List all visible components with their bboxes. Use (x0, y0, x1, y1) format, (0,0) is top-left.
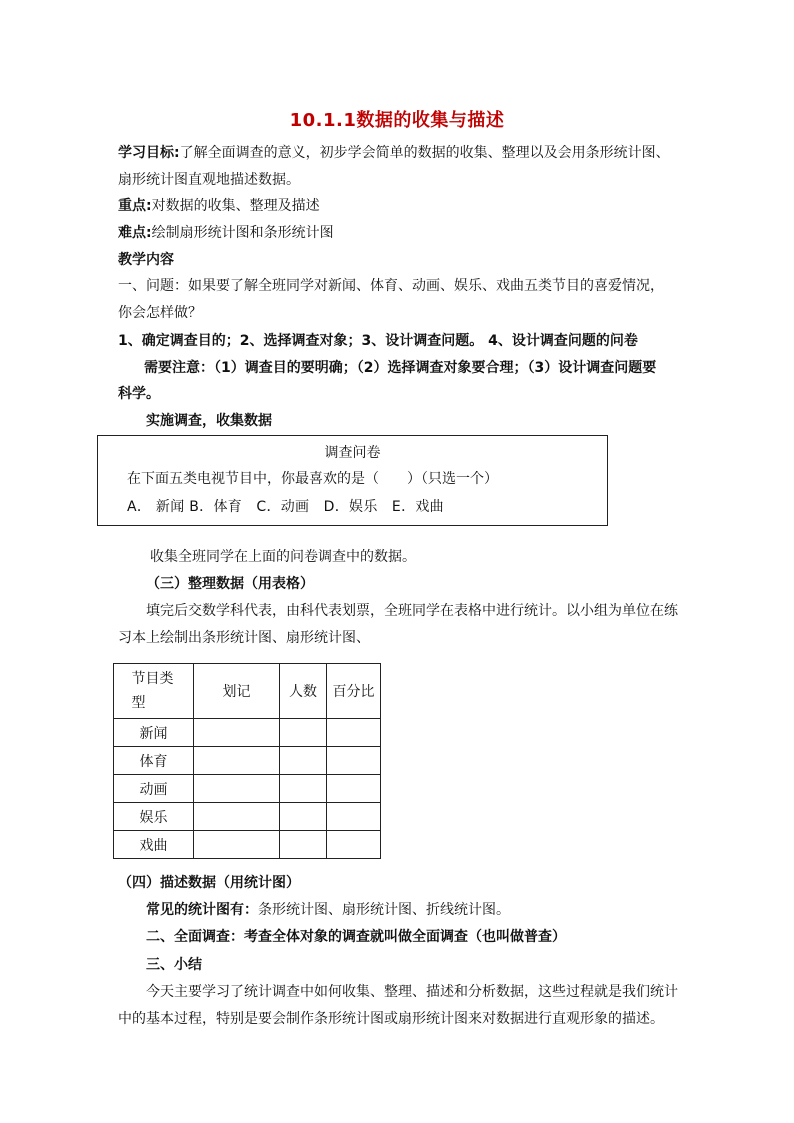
row-label: 娱乐 (114, 803, 194, 831)
organize-line-2: 习本上绘制出条形统计图、扇形统计图、 (118, 630, 370, 646)
tally-cell[interactable] (194, 803, 280, 831)
key-point-line (118, 196, 320, 216)
objectives-label: 学习目标: (118, 145, 180, 161)
table-row (114, 719, 381, 747)
objectives-text-1: 了解全面调查的意义，初步学会简单的数据的收集、整理以及会用条形统计图、 (179, 145, 670, 161)
tally-cell[interactable] (194, 831, 280, 859)
common-charts-label: 常见的统计图有： (146, 902, 258, 918)
percent-cell[interactable] (327, 831, 381, 859)
header-type (114, 664, 194, 719)
content-heading: 教学内容 (118, 252, 174, 268)
percent-cell[interactable] (327, 775, 381, 803)
common-charts-text: 条形统计图、扇形统计图、折线统计图。 (258, 902, 510, 918)
organize-line-1: 填完后交数学科代表，由科代表划票，全班同学在表格中进行统计。以小组为单位在练 (146, 603, 678, 619)
count-cell[interactable] (280, 775, 327, 803)
count-cell[interactable] (280, 719, 327, 747)
organize-heading: （三）整理数据（用表格） (146, 576, 314, 592)
tally-cell[interactable] (194, 775, 280, 803)
objectives-line-2: 扇形统计图直观地描述数据。 (118, 172, 300, 188)
key-point-label: 重点: (118, 198, 152, 214)
percent-cell[interactable] (327, 803, 381, 831)
difficulty-label: 难点: (118, 225, 152, 241)
notes-line-2: 科学。 (118, 386, 160, 402)
tally-cell[interactable] (194, 747, 280, 775)
summary-line-2: 中的基本过程，特别是要会制作条形统计图或扇形统计图来对数据进行直观形象的描述。 (118, 1011, 664, 1027)
summary-heading: 三、小结 (146, 957, 202, 973)
table-row (114, 831, 381, 859)
row-label: 新闻 (114, 719, 194, 747)
key-point-text: 对数据的收集、整理及描述 (151, 198, 320, 214)
row-label: 动画 (114, 775, 194, 803)
objectives-line-1 (118, 143, 670, 163)
survey-options: A． 新闻 B．体育 C．动画 D．娱乐 E．戏曲 (127, 499, 444, 515)
page-title: 10.1.1数据的收集与描述 (289, 110, 505, 131)
percent-cell[interactable] (327, 719, 381, 747)
summary-line-1: 今天主要学习了统计调查中如何收集、整理、描述和分析数据，这些过程就是我们统计 (146, 984, 678, 1000)
steps-line: 1、确定调查目的；2、选择调查对象；3、设计调查问题。 4、设计调查问题的问卷 (118, 333, 638, 349)
stats-table (113, 663, 381, 859)
header-type-text: 节目类型 (131, 671, 174, 711)
count-cell[interactable] (280, 747, 327, 775)
survey-title: 调查问卷 (324, 445, 381, 461)
full-survey-line: 二、全面调查：考查全体对象的调查就叫做全面调查（也叫做普查） (146, 929, 566, 945)
table-row (114, 747, 381, 775)
difficulty-text: 绘制扇形统计图和条形统计图 (151, 225, 334, 241)
row-label: 戏曲 (114, 831, 194, 859)
header-tally: 划记 (194, 664, 280, 719)
header-count: 人数 (280, 664, 327, 719)
table-header-row (114, 664, 381, 719)
question-line-2: 你会怎样做？ (118, 305, 202, 321)
difficulty-line (118, 223, 334, 243)
question-line-1: 一、问题：如果要了解全班同学对新闻、体育、动画、娱乐、戏曲五类节目的喜爱情况， (118, 278, 664, 294)
count-cell[interactable] (280, 831, 327, 859)
table-row (114, 803, 381, 831)
notes-line-1: 需要注意：（1）调查目的要明确；（2）选择调查对象要合理；（3）设计调查问题要 (144, 360, 657, 376)
table-row (114, 775, 381, 803)
survey-question: 在下面五类电视节目中，你最喜欢的是（ ）（只选一个） (127, 471, 498, 487)
collect-line: 收集全班同学在上面的问卷调查中的数据。 (150, 549, 416, 565)
row-label: 体育 (114, 747, 194, 775)
common-charts-line (146, 900, 510, 920)
describe-heading: （四）描述数据（用统计图） (118, 875, 300, 891)
header-percent: 百分比 (327, 664, 381, 719)
implement-line: 实施调查，收集数据 (146, 413, 272, 429)
percent-cell[interactable] (327, 747, 381, 775)
survey-box (97, 435, 608, 526)
tally-cell[interactable] (194, 719, 280, 747)
count-cell[interactable] (280, 803, 327, 831)
